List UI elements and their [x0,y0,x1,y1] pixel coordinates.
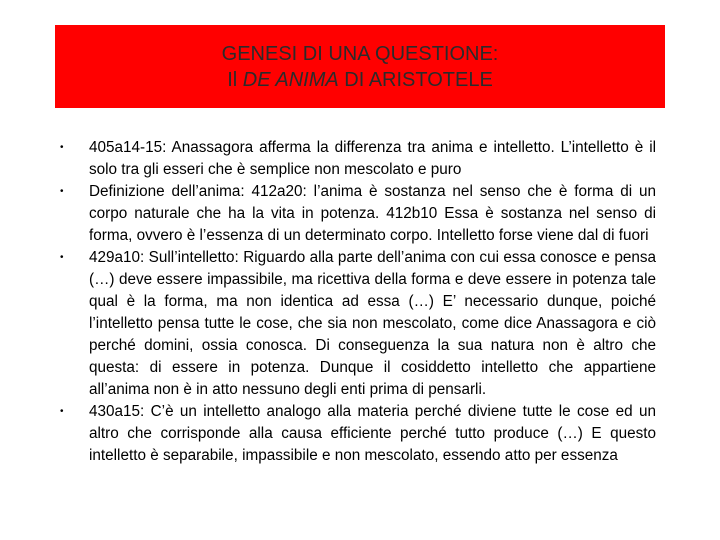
bullet-text: 429a10: Sull’intelletto: Riguardo alla parte dell’anima con cui essa conosce e pensa (…) deve essere impassibile, ma ricettiva della forma e deve essere in potenza tale qual è la forma, ma non identica ad essa (…) E’ necessario dunque, poiché l’intelletto pensa tutte le cose, che sia non mescolato, come dice Anassagora e ciò perché domini, ossia conosca. Di conseguenza la sua natura non è altro che questa: di essere in potenza. Dunque il cosiddetto intelletto che appartiene all’anima non è in atto nessuno degli enti prima di pensarli. [89,249,656,398]
bullet-list [60,137,656,467]
bullet-item-3 [60,247,656,401]
bullet-icon: • [60,142,64,153]
bullet-item-2 [60,181,656,247]
bullet-item-4 [60,401,656,467]
title-work-name: DE ANIMA [242,68,339,91]
title-line-1: GENESI DI UNA QUESTIONE: [221,42,499,65]
bullet-icon: • [60,252,64,263]
title-prefix: Il [227,68,243,91]
bullet-text: Definizione dell’anima: 412a20: l’anima è sostanza nel senso che è forma di un corpo naturale che ha la vita in potenza. 412b10 Essa è sostanza nel senso di forma, ovvero è l’essenza di un determinato corpo. Intelletto forse viene dal di fuori [89,183,656,244]
title-banner [55,25,665,108]
bullet-item-1 [60,137,656,181]
bullet-icon: • [60,186,64,197]
title-line-2 [227,67,493,93]
bullet-text: 430a15: C’è un intelletto analogo alla materia perché diviene tutte le cose ed un altro che corrisponde alla causa efficiente perché tutto produce (…) E questo intelletto è separabile, impassibile e non mescolato, essendo atto per essenza [89,403,656,464]
title-suffix: DI ARISTOTELE [338,68,493,91]
bullet-icon: • [60,406,64,417]
bullet-text: 405a14-15: Anassagora afferma la differenza tra anima e intelletto. L’intelletto è il solo tra gli esseri che è semplice non mescolato e puro [89,139,656,178]
